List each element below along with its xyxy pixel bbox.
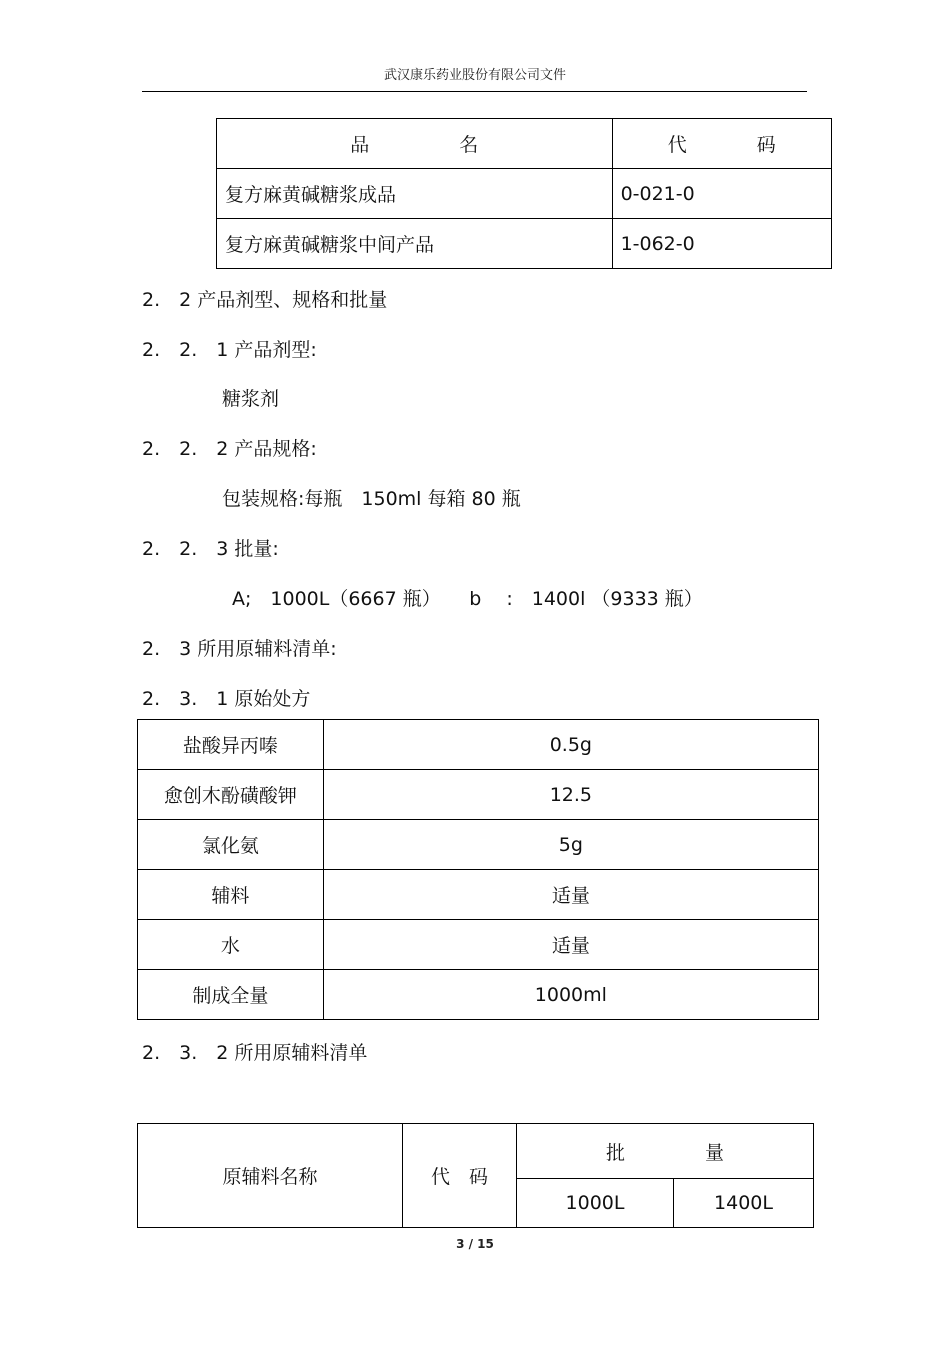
- table-row: [138, 870, 819, 920]
- header-batch-char-1: 批: [605, 1141, 625, 1164]
- section-heading-2-2-3: 2. 2. 3 批量:: [142, 538, 279, 560]
- table-row: [217, 219, 832, 269]
- header-rule: [142, 91, 807, 92]
- formula-item-cell: 制成全量: [138, 970, 324, 1020]
- dosage-form-text: 糖浆剂: [222, 388, 280, 410]
- product-code-cell: 1-062-0: [612, 219, 831, 269]
- product-name-cell: 复方麻黄碱糖浆成品: [217, 169, 613, 219]
- header-material-name: 原辅料名称: [138, 1124, 403, 1228]
- table-header-row: [138, 1124, 814, 1179]
- section-heading-2-2-2: 2. 2. 2 产品规格:: [142, 438, 317, 460]
- header-name-char-1: 品: [350, 134, 370, 156]
- header-material-code: [403, 1124, 517, 1228]
- section-heading-2-3-1: 2. 3. 1 原始处方: [142, 688, 311, 710]
- batch-size-text: A; 1000L（6667 瓶） b : 1400l （9333 瓶）: [232, 588, 703, 610]
- formula-item-cell: 水: [138, 920, 324, 970]
- table-row: [217, 169, 832, 219]
- formula-amount-cell: 适量: [323, 870, 818, 920]
- formula-amount-cell: 12.5: [323, 770, 818, 820]
- section-heading-2-3: 2. 3 所用原辅料清单:: [142, 638, 337, 660]
- header-product-code: [612, 119, 831, 169]
- original-formula-table: [137, 719, 819, 1020]
- formula-item-cell: 氯化氨: [138, 820, 324, 870]
- product-code-table: [216, 118, 832, 269]
- product-code-cell: 0-021-0: [612, 169, 831, 219]
- header-batch: [517, 1124, 814, 1179]
- table-row: [138, 920, 819, 970]
- formula-item-cell: 辅料: [138, 870, 324, 920]
- formula-amount-cell: 适量: [323, 920, 818, 970]
- raw-materials-table: [137, 1123, 814, 1228]
- table-row: [138, 820, 819, 870]
- section-heading-2-2: 2. 2 产品剂型、规格和批量: [142, 289, 388, 311]
- package-spec-text: 包装规格:每瓶 150ml 每箱 80 瓶: [222, 488, 521, 510]
- page-number: 3 / 15: [456, 1237, 494, 1251]
- header-product-name: [217, 119, 613, 169]
- section-heading-2-3-2: 2. 3. 2 所用原辅料清单: [142, 1042, 368, 1064]
- product-name-cell: 复方麻黄碱糖浆中间产品: [217, 219, 613, 269]
- formula-amount-cell: 5g: [323, 820, 818, 870]
- section-heading-2-2-1: 2. 2. 1 产品剂型:: [142, 339, 317, 361]
- formula-amount-cell: 0.5g: [323, 720, 818, 770]
- table-row: [138, 720, 819, 770]
- formula-item-cell: 愈创木酚磺酸钾: [138, 770, 324, 820]
- table-row: [138, 970, 819, 1020]
- header-code-char-1: 代: [667, 134, 687, 156]
- header-code-char-2: 码: [756, 134, 776, 156]
- formula-item-cell: 盐酸异丙嗪: [138, 720, 324, 770]
- table-header-row: [217, 119, 832, 169]
- header-batch-1000l: 1000L: [517, 1179, 674, 1228]
- header-batch-char-2: 量: [705, 1141, 725, 1164]
- table-row: [138, 770, 819, 820]
- header-batch-1400l: 1400L: [674, 1179, 814, 1228]
- document-header: 武汉康乐药业股份有限公司文件: [383, 68, 566, 83]
- formula-amount-cell: 1000ml: [323, 970, 818, 1020]
- header-code-label: 代 码: [430, 1166, 488, 1188]
- header-name-char-2: 名: [459, 134, 479, 156]
